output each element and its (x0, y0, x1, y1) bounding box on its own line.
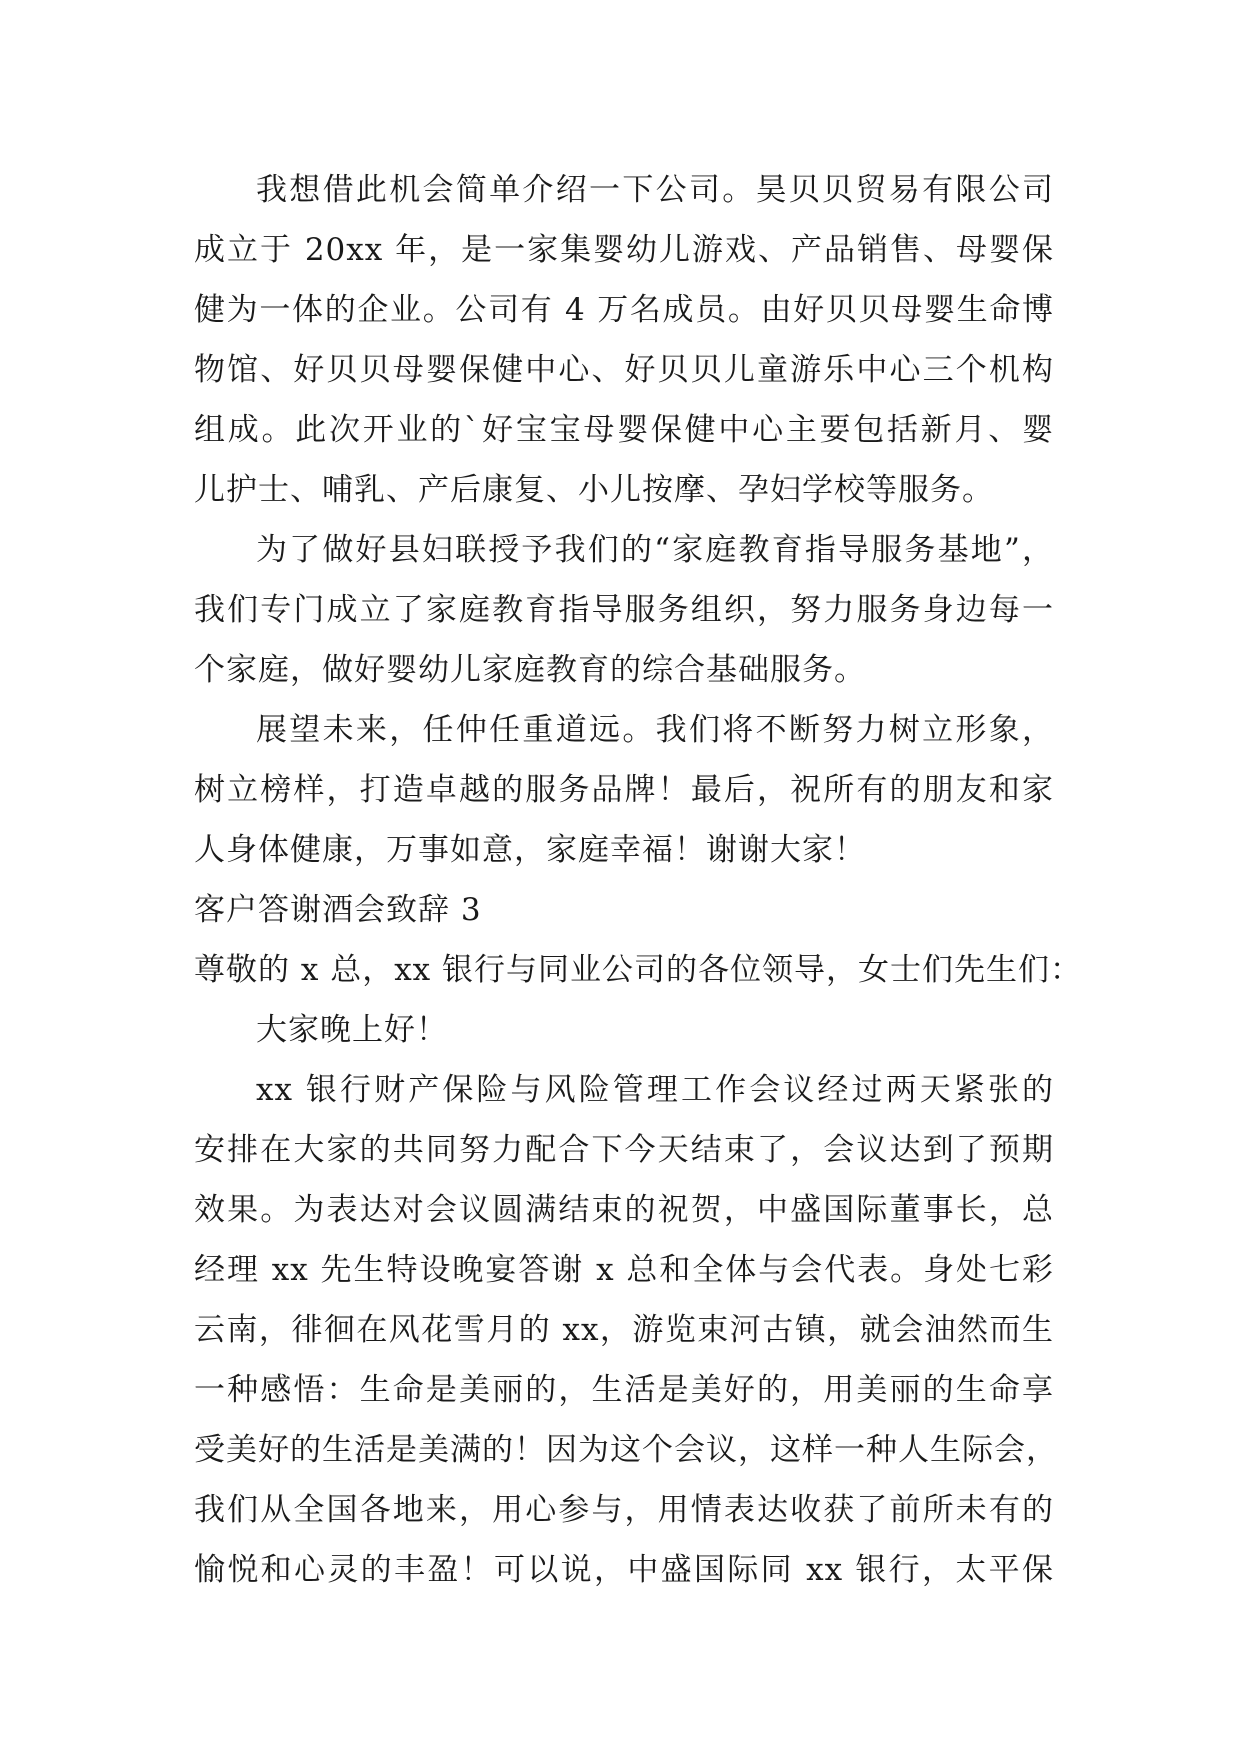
text-line: 受美好的生活是美满的！因为这个会议，这样一种人生际会， (194, 1432, 1058, 1468)
text-line: 我想借此机会简单介绍一下公司。昊贝贝贸易有限公司 (256, 172, 1054, 208)
text-line: 效果。为表达对会议圆满结束的祝贺，中盛国际董事长，总 (194, 1192, 1054, 1228)
text-line: 愉悦和心灵的丰盈！可以说，中盛国际同 xx 银行，太平保 (194, 1552, 1054, 1588)
salutation: 尊敬的 x 总，xx 银行与同业公司的各位领导，女士们先生们： (194, 952, 1083, 988)
text-line: 我们从全国各地来，用心参与，用情表达收获了前所未有的 (194, 1492, 1054, 1528)
text-line: 为了做好县妇联授予我们的“家庭教育指导服务基地”， (256, 532, 1054, 568)
text-line: 成立于 20xx 年，是一家集婴幼儿游戏、产品销售、母婴保 (194, 232, 1054, 268)
text-line: 物馆、好贝贝母婴保健中心、好贝贝儿童游乐中心三个机构 (194, 352, 1054, 388)
text-line: 个家庭，做好婴幼儿家庭教育的综合基础服务。 (194, 652, 866, 688)
text-line: 儿护士、哺乳、产后康复、小儿按摩、孕妇学校等服务。 (194, 472, 994, 508)
text-line: xx 银行财产保险与风险管理工作会议经过两天紧张的 (256, 1072, 1054, 1108)
text-line: 树立榜样，打造卓越的服务品牌！最后，祝所有的朋友和家 (194, 772, 1054, 808)
greeting: 大家晚上好！ (256, 1012, 448, 1048)
text-line: 展望未来，任仲任重道远。我们将不断努力树立形象， (256, 712, 1054, 748)
text-line: 我们专门成立了家庭教育指导服务组织，努力服务身边每一 (194, 592, 1054, 628)
document-body (194, 160, 1083, 1600)
text-line: 人身体健康，万事如意，家庭幸福！谢谢大家！ (194, 832, 866, 868)
section-heading: 客户答谢酒会致辞 3 (194, 892, 482, 928)
text-line: 云南，徘徊在风花雪月的 xx，游览束河古镇，就会油然而生 (194, 1312, 1054, 1348)
text-line: 健为一体的企业。公司有 4 万名成员。由好贝贝母婴生命博 (194, 292, 1054, 328)
text-line: 经理 xx 先生特设晚宴答谢 x 总和全体与会代表。身处七彩 (194, 1252, 1054, 1288)
text-line: 组成。此次开业的`好宝宝母婴保健中心主要包括新月、婴 (194, 412, 1054, 448)
text-line: 一种感悟：生命是美丽的，生活是美好的，用美丽的生命享 (194, 1372, 1054, 1408)
text-line: 安排在大家的共同努力配合下今天结束了，会议达到了预期 (194, 1132, 1054, 1168)
